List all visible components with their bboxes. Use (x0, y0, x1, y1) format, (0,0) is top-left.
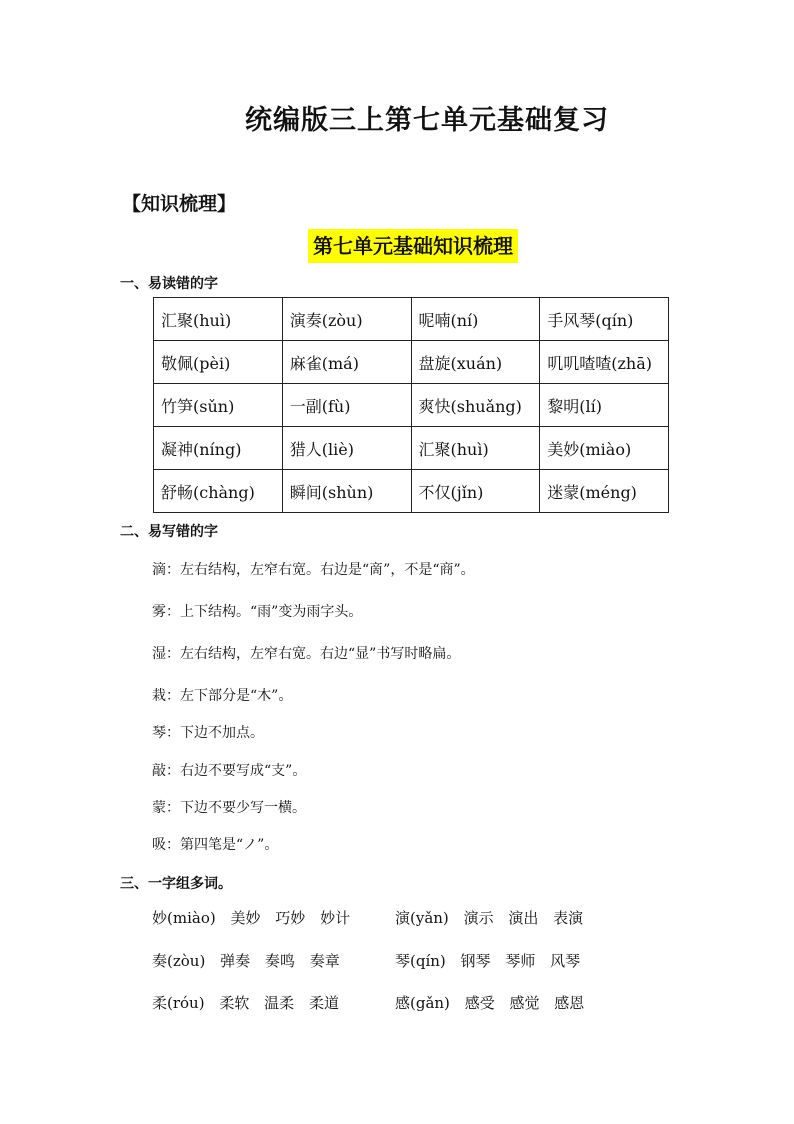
table-cell: 迷蒙(méng) (540, 470, 669, 513)
word-group-right (395, 992, 594, 1013)
word: 感受 (464, 994, 495, 1012)
table-cell: 手风琴(qín) (540, 298, 669, 341)
word: 琴师 (505, 952, 536, 970)
word: 风琴 (550, 952, 581, 970)
word: 演示 (463, 909, 494, 927)
table-cell: 叽叽喳喳(zhā) (540, 341, 669, 384)
char-pinyin: 柔(róu) (152, 994, 205, 1012)
table-cell: 盘旋(xuán) (411, 341, 540, 384)
char-pinyin: 妙(miào) (152, 909, 216, 927)
word: 奏章 (309, 952, 340, 970)
word: 柔道 (308, 994, 339, 1012)
table-cell: 黎明(lí) (540, 384, 669, 427)
table-cell: 呢喃(ní) (411, 298, 540, 341)
section2-heading: 二、易写错的字 (120, 524, 218, 540)
writing-tip: 敲：右边不要写成“支”。 (152, 763, 307, 779)
table-cell: 汇聚(huì) (154, 298, 283, 341)
table-cell: 瞬间(shùn) (282, 470, 411, 513)
writing-tip: 琴：下边不加点。 (152, 725, 264, 741)
table-cell: 敬佩(pèi) (154, 341, 283, 384)
section1-heading: 一、易读错的字 (120, 276, 218, 292)
table-row (154, 470, 669, 513)
writing-tip: 雾：上下结构。“雨”变为雨字头。 (152, 604, 363, 620)
table-row (154, 384, 669, 427)
page-title: 统编版三上第七单元基础复习 (245, 105, 609, 136)
writing-tip: 蒙：下边不要少写一横。 (152, 800, 306, 816)
word: 妙计 (320, 909, 351, 927)
word: 美妙 (230, 909, 261, 927)
section3-heading: 三、一字组多词。 (120, 876, 232, 892)
word: 巧妙 (275, 909, 306, 927)
word: 温柔 (264, 994, 295, 1012)
word-group-left (152, 992, 349, 1013)
char-pinyin: 琴(qín) (395, 952, 446, 970)
table-cell: 凝神(níng) (154, 427, 283, 470)
knowledge-tag: 【知识梳理】 (122, 193, 237, 215)
table-cell: 演奏(zòu) (282, 298, 411, 341)
table-row (154, 298, 669, 341)
word: 演出 (508, 909, 539, 927)
char-pinyin: 演(yǎn) (395, 909, 449, 927)
word-group-left (152, 950, 350, 971)
table-cell: 美妙(miào) (540, 427, 669, 470)
word: 表演 (553, 909, 584, 927)
table-cell: 麻雀(má) (282, 341, 411, 384)
table-cell: 竹笋(sǔn) (154, 384, 283, 427)
word: 感觉 (509, 994, 540, 1012)
banner-heading: 第七单元基础知识梳理 (308, 229, 518, 263)
writing-tip: 滴：左右结构，左窄右宽。右边是“啇”，不是“商”。 (152, 562, 475, 578)
word: 感恩 (554, 994, 585, 1012)
word: 奏鸣 (264, 952, 295, 970)
writing-tip: 栽：左下部分是“木”。 (152, 688, 293, 704)
word-group-right (395, 907, 593, 928)
easy-misread-table (153, 297, 669, 513)
table-cell: 猎人(liè) (282, 427, 411, 470)
char-pinyin: 感(gǎn) (395, 994, 450, 1012)
table-cell: 不仅(jǐn) (411, 470, 540, 513)
writing-tip: 湿：左右结构，左窄右宽。右边“显”书写时略扁。 (152, 646, 461, 662)
char-pinyin: 奏(zòu) (152, 952, 206, 970)
writing-tip: 吸：第四笔是“ノ”。 (152, 837, 279, 853)
table-cell: 一副(fù) (282, 384, 411, 427)
word: 弹奏 (220, 952, 251, 970)
table-row (154, 341, 669, 384)
table-cell: 爽快(shuǎng) (411, 384, 540, 427)
table-row (154, 427, 669, 470)
word-group-left (152, 907, 360, 928)
table-cell: 舒畅(chàng) (154, 470, 283, 513)
word-group-right (395, 950, 590, 971)
word: 柔软 (219, 994, 250, 1012)
table-cell: 汇聚(huì) (411, 427, 540, 470)
word: 钢琴 (460, 952, 491, 970)
